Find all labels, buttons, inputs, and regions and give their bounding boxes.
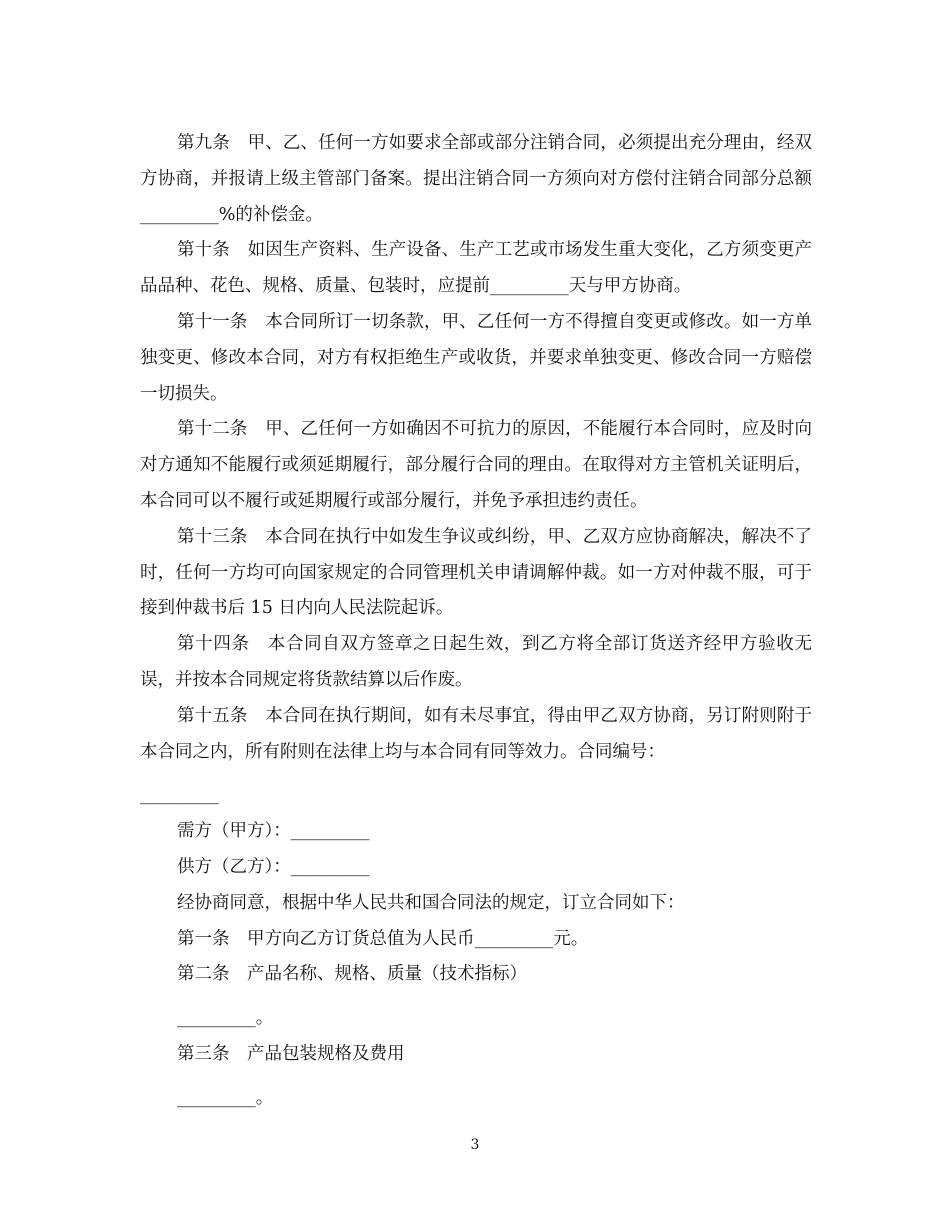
article-3: 第三条 产品包装规格及费用 bbox=[177, 1043, 405, 1064]
article-2-blank: _________。 bbox=[177, 1008, 274, 1029]
contract-intro: 经协商同意，根据中华人民共和国合同法的规定，订立合同如下： bbox=[177, 892, 685, 913]
article-13: 第十三条 本合同在执行中如发生争议或纠纷，甲、乙双方应协商解决，解决不了时，任何一方均可向国家规定的合同管理机关申请调解仲裁。如一方对仲裁不服，可于接到仲裁书后 15 日内向人民法院起诉。 bbox=[140, 526, 812, 619]
article-3-blank: _________。 bbox=[177, 1087, 274, 1108]
article-9: 第九条 甲、乙、任何一方如要求全部或部分注销合同，必须提出充分理由，经双方协商，并报请上级主管部门备案。提出注销合同一方须向对方偿付注销合同部分总额_________%的补偿金。 bbox=[140, 133, 812, 225]
article-14: 第十四条 本合同自双方签章之日起生效，到乙方将全部订货送齐经甲方验收无误，并按本合同规定将货款结算以后作废。 bbox=[140, 634, 812, 690]
article-15: 第十五条 本合同在执行期间，如有未尽事宜，得由甲乙双方协商，另订附则附于本合同之内，所有附则在法律上均与本合同有同等效力。合同编号： bbox=[140, 705, 812, 762]
seller-line: 供方（乙方）：_________ bbox=[177, 856, 370, 877]
page-number: 3 bbox=[470, 1137, 480, 1153]
article-1: 第一条 甲方向乙方订货总值为人民币_________元。 bbox=[177, 928, 589, 949]
article-2: 第二条 产品名称、规格、质量（技术指标） bbox=[177, 964, 527, 985]
buyer-line: 需方（甲方）：_________ bbox=[177, 821, 370, 842]
article-10: 第十条 如因生产资料、生产设备、生产工艺或市场发生重大变化，乙方须变更产品品种、花色、规格、质量、包装时，应提前_________天与甲方协商。 bbox=[140, 240, 812, 297]
article-11: 第十一条 本合同所订一切条款，甲、乙任何一方不得擅自变更或修改。如一方单独变更、修改本合同，对方有权拒绝生产或收货，并要求单独变更、修改合同一方赔偿一切损失。 bbox=[140, 311, 812, 404]
contract-number-blank: _________ bbox=[140, 785, 219, 806]
article-12: 第十二条 甲、乙任何一方如确因不可抗力的原因，不能履行本合同时，应及时向对方通知不能履行或须延期履行，部分履行合同的理由。在取得对方主管机关证明后，本合同可以不履行或延期履行或部分履行，并免予承担违约责任。 bbox=[140, 419, 812, 511]
document-body bbox=[140, 126, 812, 1117]
